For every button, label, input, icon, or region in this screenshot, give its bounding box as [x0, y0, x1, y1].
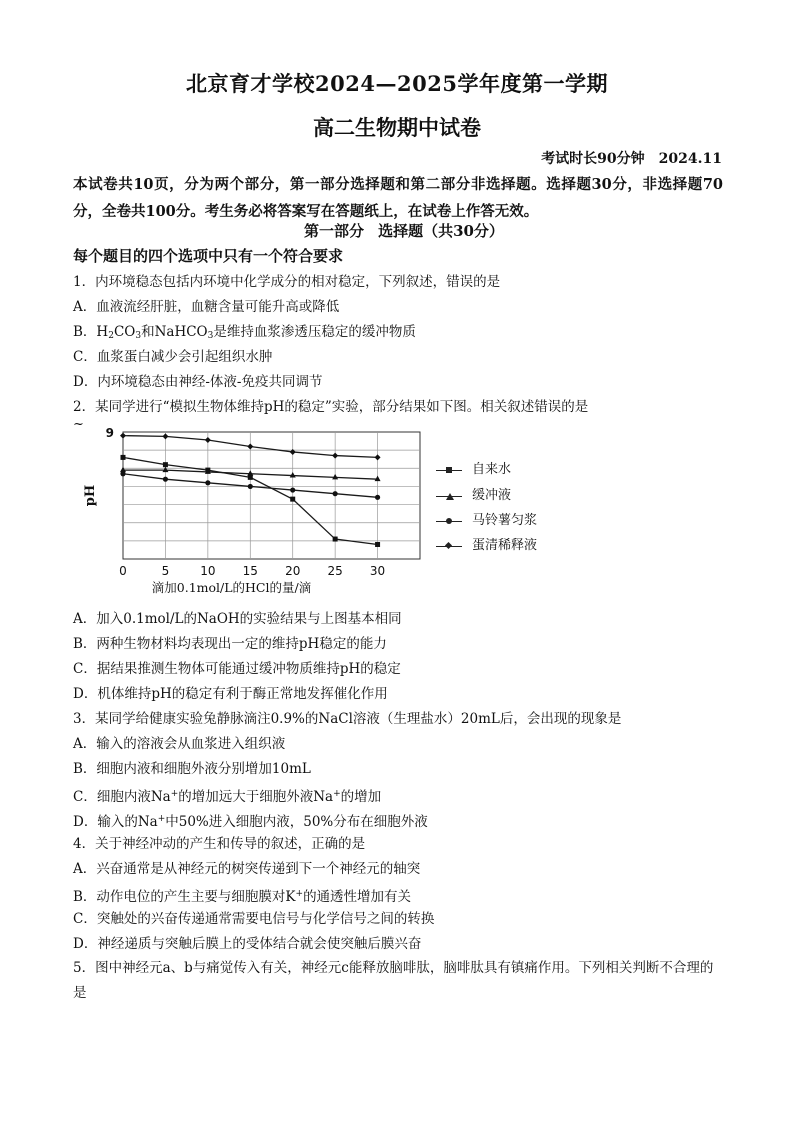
data-point-triangle: [375, 476, 381, 482]
y-tick-label: 9: [105, 426, 114, 440]
requirement-line: 每个题目的四个选项中只有一个符合要求: [73, 247, 344, 265]
data-point-circle: [163, 477, 168, 482]
q3-c-sup: +: [333, 789, 341, 799]
q4-stem: 4．关于神经冲动的产生和传导的叙述，正确的是: [73, 836, 366, 852]
x-tick-label: 5: [161, 564, 170, 578]
x-tick-label: 20: [285, 564, 301, 578]
q2-option-c: C．据结果推测生物体可能通过缓冲物质维持pH的稳定: [73, 661, 401, 677]
exam-title: 北京育才学校2024—2025学年度第一学期: [186, 71, 608, 96]
data-point-diamond: [162, 433, 168, 439]
data-point-diamond: [120, 433, 126, 439]
legend-diamond-marker: [436, 541, 462, 551]
data-point-circle: [333, 491, 338, 496]
q4-option-b: [73, 884, 411, 907]
data-point-triangle: [247, 470, 253, 476]
data-point-diamond: [375, 454, 381, 460]
legend-item-egg-white: [436, 534, 537, 553]
legend-label: 马铃薯匀浆: [472, 513, 538, 528]
legend-item-potato: [436, 509, 537, 528]
q3-stem: 3．某同学给健康实验兔静脉滴注0.9%的NaCl溶液（生理盐水）20mL后，会出现的现象是: [73, 711, 622, 727]
legend-label: 自来水: [472, 462, 512, 477]
plot-frame: [123, 432, 420, 559]
legend-label: 蛋清稀释液: [472, 538, 538, 553]
data-point-circle: [375, 495, 380, 500]
q2-option-a: A．加入0.1mol/L的NaOH的实验结果与上图基本相同: [73, 611, 402, 627]
q4-option-d: D．神经递质与突触后膜上的受体结合就会使突触后膜兴奋: [73, 936, 422, 952]
data-point-triangle: [332, 474, 338, 480]
x-axis-label: 滴加0.1mol/L的HCl的量/滴: [151, 580, 312, 595]
data-point-square: [290, 497, 295, 502]
q2-option-d: D．机体维持pH的稳定有利于酶正常地发挥催化作用: [73, 686, 388, 702]
q1-b-text: 和NaHCO: [141, 324, 208, 340]
q3-d-sup: +: [157, 814, 166, 824]
q1-b-sub: 2: [108, 331, 114, 341]
part-subtitle: 选择题（共30分）: [378, 222, 504, 240]
q1-option-a: A．血液流经肝脏，血糖含量可能升高或降低: [73, 299, 340, 315]
data-point-square: [121, 455, 126, 460]
ph-chart: [78, 426, 428, 596]
exam-meta: [527, 148, 722, 168]
exam-intro: 本试卷共10页，分为两个部分，第一部分选择题和第二部分非选择题。选择题30分，非选择题70分，全卷共100分。考生务必将答案写在答题纸上，在试卷上作答无效。: [73, 176, 723, 220]
q3-option-b: B．细胞内液和细胞外液分别增加10mL: [73, 761, 311, 777]
data-point-circle: [120, 471, 125, 476]
q1-b-sub: 3: [135, 331, 142, 341]
q1-stem: 1．内环境稳态包括内环境中化学成分的相对稳定，下列叙述，错误的是: [73, 274, 501, 290]
exam-time: 考试时长90分钟: [541, 151, 645, 167]
q3-c-sup: +: [170, 789, 179, 799]
legend-item-buffer: [436, 484, 511, 503]
exam-subtitle: 高二生物期中试卷: [313, 115, 481, 140]
q1-b-text: 是维持血浆渗透压稳定的缓冲物质: [213, 324, 416, 340]
data-point-square: [333, 537, 338, 542]
x-tick-label: 10: [200, 564, 216, 578]
exam-date: 2024.11: [658, 151, 722, 167]
legend-triangle-marker: [436, 491, 462, 501]
q3-c-text: 的增加: [340, 789, 382, 805]
q2-option-b: B．两种生物材料均表现出一定的维持pH稳定的能力: [73, 636, 387, 652]
x-tick-label: 15: [242, 564, 258, 578]
data-point-square: [163, 462, 168, 467]
q4-option-c: C．突触处的兴奋传递通常需要电信号与化学信号之间的转换: [73, 911, 435, 927]
legend-item-tap-water: [436, 458, 511, 477]
q3-c-text: 的增加远大于细胞外液Na: [178, 789, 334, 805]
q2-stem: 2．某同学进行“模拟生物体维持pH的稳定”实验，部分结果如下图。相关叙述错误的是: [73, 399, 589, 415]
q3-c-text: C．细胞内液Na: [73, 789, 171, 805]
part-title: 第一部分: [304, 222, 365, 240]
q4-option-a: A．兴奋通常是从神经元的树突传递到下一个神经元的轴突: [73, 861, 421, 877]
data-point-diamond: [205, 437, 211, 443]
data-point-square: [375, 542, 380, 547]
part-heading: [0, 220, 794, 241]
data-point-triangle: [290, 472, 296, 478]
data-point-diamond: [247, 444, 253, 450]
legend-circle-marker: [436, 516, 462, 526]
x-tick-label: 25: [327, 564, 343, 578]
data-point-circle: [290, 487, 295, 492]
q4-b-text: B．动作电位的产生主要与细胞膜对K: [73, 889, 296, 905]
q1-b-text: B．H: [73, 324, 109, 340]
q4-b-text: 的通透性增加有关: [303, 889, 412, 905]
data-point-circle: [205, 480, 210, 485]
data-point-diamond: [332, 453, 338, 459]
q3-option-a: A．输入的溶液会从血浆进入组织液: [73, 736, 286, 752]
q4-b-sup: +: [295, 889, 304, 899]
q1-option-b: [73, 322, 416, 346]
q1-b-text: CO: [113, 324, 136, 340]
x-tick-label: 30: [369, 564, 386, 578]
x-tick-label: 0: [119, 564, 127, 578]
q1-b-sub: 3: [207, 331, 214, 341]
q3-option-c: [73, 784, 381, 807]
data-point-circle: [248, 484, 253, 489]
q3-d-text: D．输入的Na: [73, 814, 158, 830]
q3-d-text: 中50%进入细胞内液，50%分布在细胞外液: [165, 814, 428, 830]
q5-stem: 5．图中神经元a、b与痛觉传入有关，神经元c能释放脑啡肽，脑啡肽具有镇痛作用。下列相关判断不合理的是: [73, 960, 714, 1001]
q1-option-c: C．血浆蛋白减少会引起组织水肿: [73, 349, 273, 365]
q2-tilde-mark: ~: [73, 417, 84, 432]
legend-label: 缓冲液: [472, 488, 512, 503]
legend-square-marker: [436, 465, 462, 475]
q1-option-d: D．内环境稳态由神经-体液-免疫共同调节: [73, 374, 323, 390]
q3-option-d: [73, 809, 428, 832]
y-axis-label: pH: [83, 484, 98, 507]
data-point-triangle: [162, 467, 168, 473]
